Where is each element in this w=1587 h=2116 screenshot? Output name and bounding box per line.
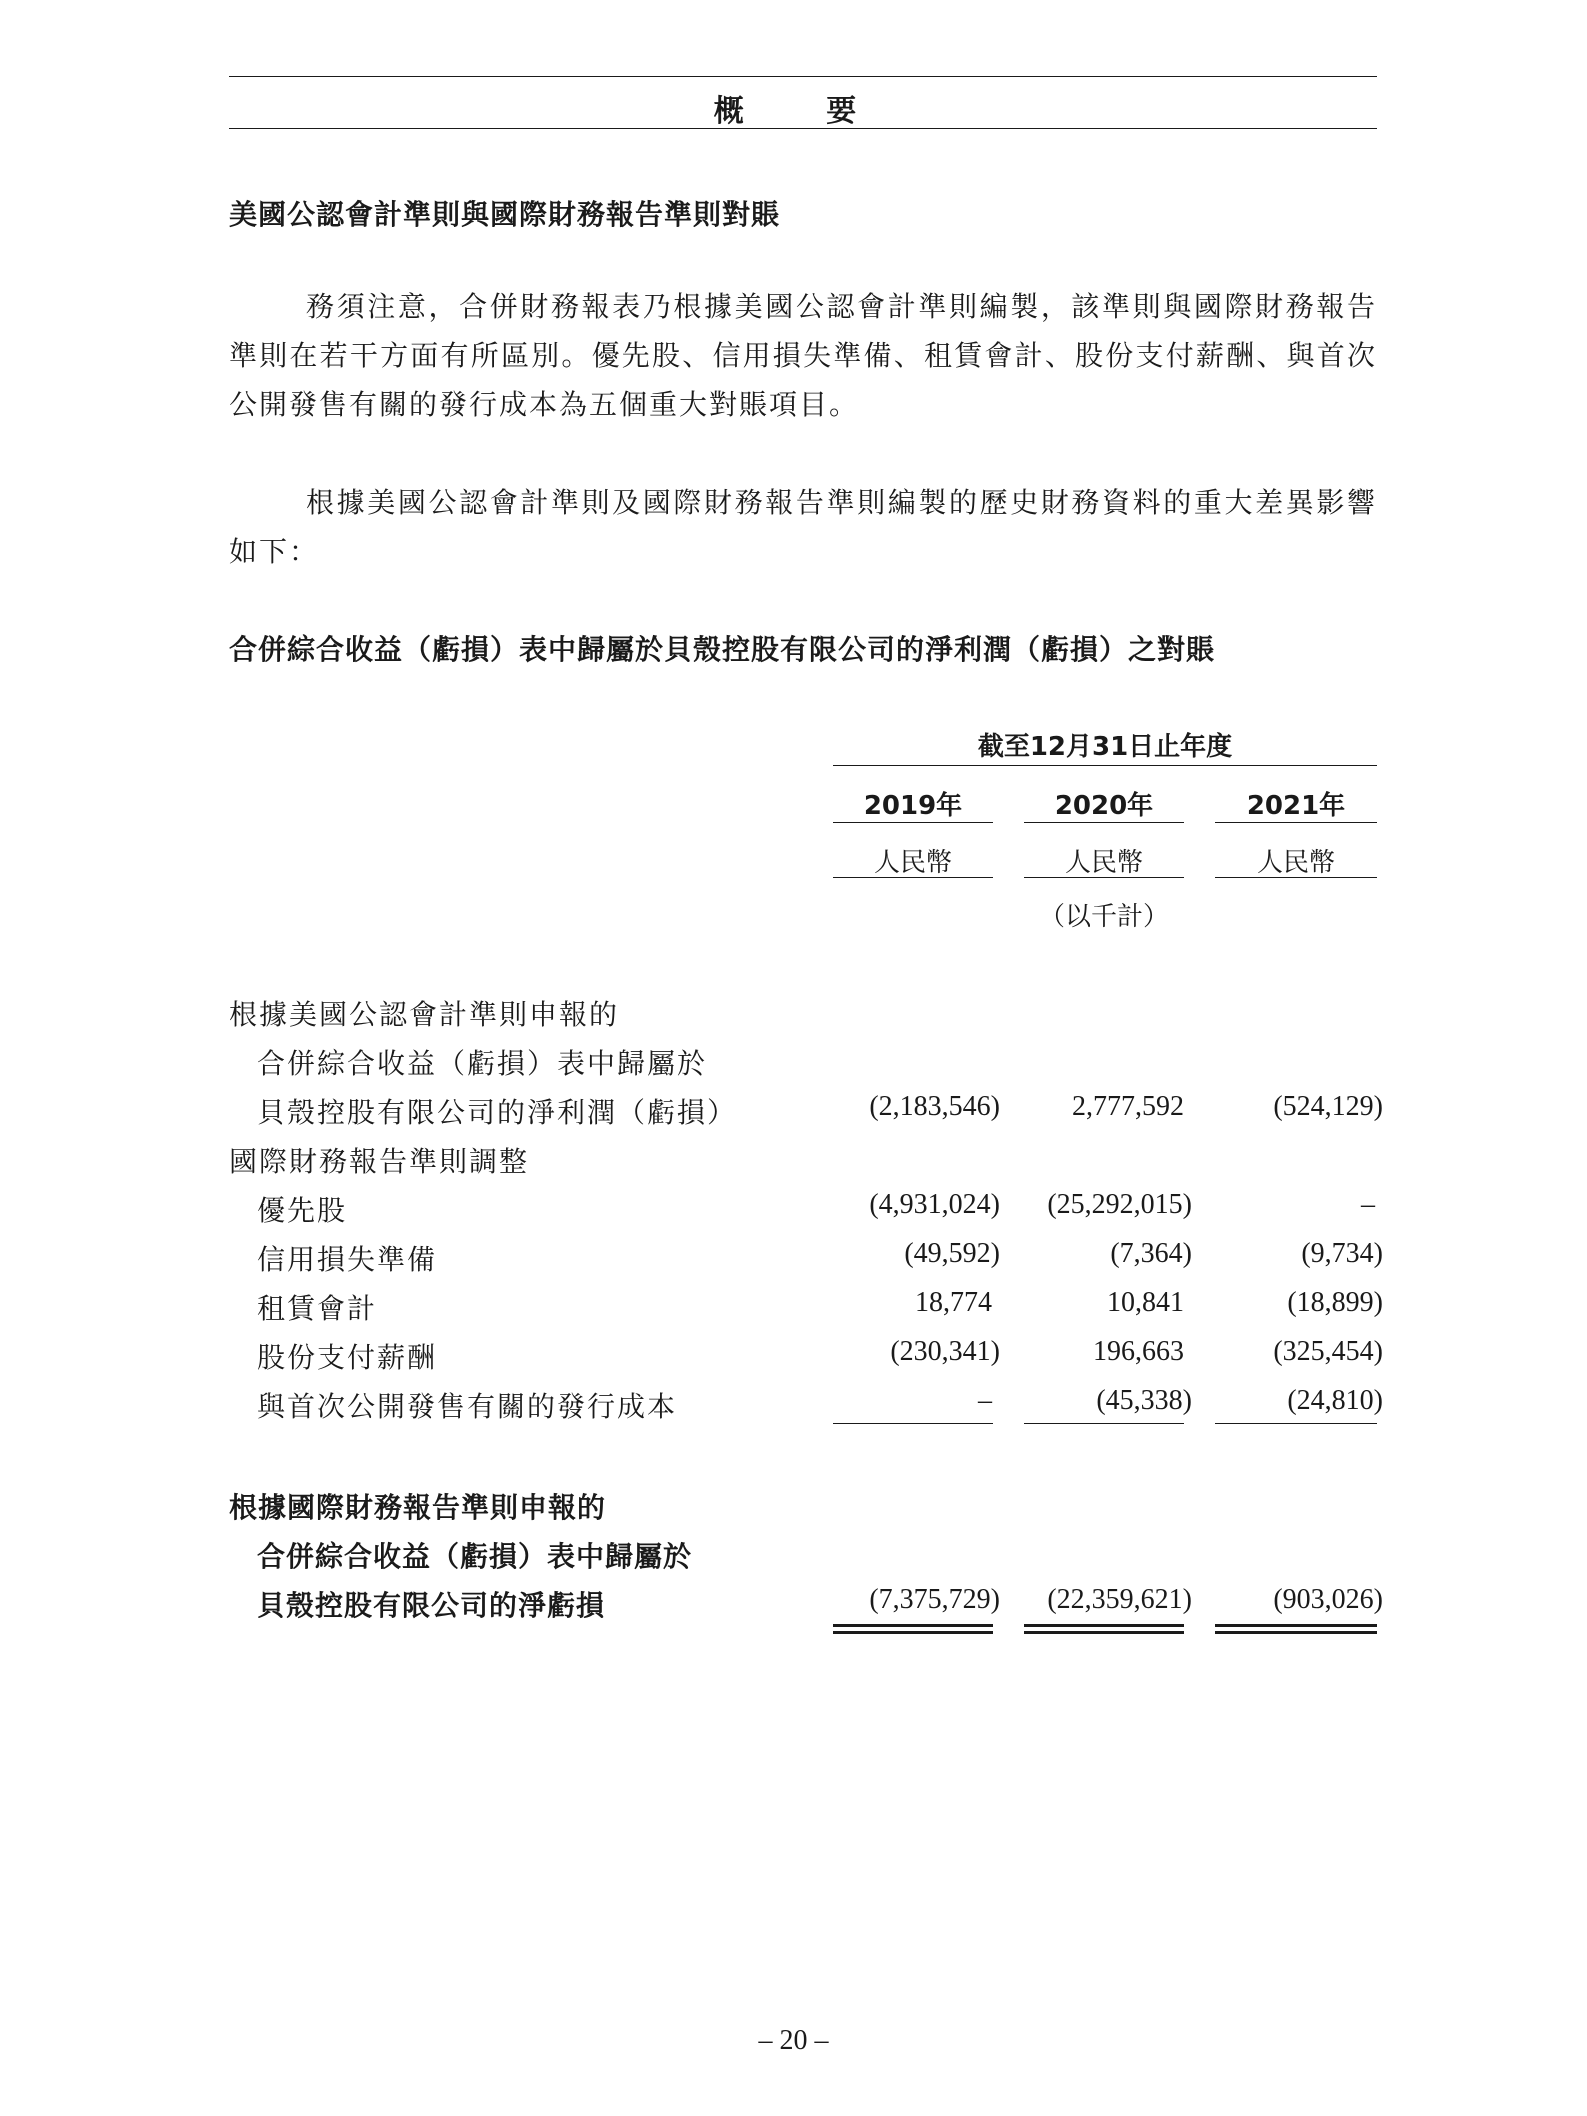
row-label-usgaap-2: 合併綜合收益（虧損）表中歸屬於 [257,1047,708,1080]
cell-preferred-2020: (25,292,015) [1047,1189,1192,1220]
cell-share-comp-2020: 196,663 [1093,1336,1184,1367]
total-double-rule-b-2019 [833,1631,993,1634]
year-rule-2020 [1024,822,1184,823]
year-rule-2021 [1215,822,1377,823]
cell-total-2021: (903,026) [1273,1584,1383,1615]
cell-lease-2020: 10,841 [1107,1287,1184,1318]
page-number: – 20 – [758,2025,829,2056]
cell-ipo-2019: – [978,1385,992,1416]
cell-share-comp-2021: (325,454) [1273,1336,1383,1367]
cell-preferred-2021: – [1361,1189,1375,1220]
year-header-2019: 2019年 [863,791,963,821]
header-bottom-rule [229,128,1377,129]
header-top-rule [229,76,1377,77]
row-label-credit-loss: 信用損失準備 [257,1243,438,1276]
row-label-ifrs-adjustments: 國際財務報告準則調整 [229,1145,530,1178]
total-label-2: 合併綜合收益（虧損）表中歸屬於 [257,1540,693,1573]
cell-total-2019: (7,375,729) [869,1584,1000,1615]
paragraph-2: 根據美國公認會計準則及國際財務報告準則編製的歷史財務資料的重大差異影響如下： [229,486,1377,568]
total-label-3: 貝殼控股有限公司的淨虧損 [257,1589,606,1622]
currency-rule-2021 [1215,877,1377,878]
total-double-rule-a-2019 [833,1624,993,1627]
cell-preferred-2019: (4,931,024) [869,1189,1000,1220]
period-header: 截至12月31日止年度 [977,732,1233,762]
page-header-title: 概 要 [713,94,893,129]
subtotal-rule-2020 [1024,1423,1184,1424]
subtotal-rule-2019 [833,1423,993,1424]
year-header-2021: 2021年 [1246,791,1346,821]
currency-2019: 人民幣 [873,848,952,878]
cell-usgaap-2019: (2,183,546) [869,1091,1000,1122]
total-double-rule-a-2020 [1024,1624,1184,1627]
cell-total-2020: (22,359,621) [1047,1584,1192,1615]
section-title: 美國公認會計準則與國際財務報告準則對賬 [229,198,781,231]
row-label-share-compensation: 股份支付薪酬 [257,1341,438,1374]
year-rule-2019 [833,822,993,823]
table-title: 合併綜合收益（虧損）表中歸屬於貝殼控股有限公司的淨利潤（虧損）之對賬 [229,633,1216,666]
total-double-rule-b-2021 [1215,1631,1377,1634]
cell-usgaap-2021: (524,129) [1273,1091,1383,1122]
row-label-usgaap-3: 貝殼控股有限公司的淨利潤（虧損） [257,1096,738,1129]
currency-rule-2019 [833,877,993,878]
cell-lease-2019: 18,774 [915,1287,992,1318]
cell-lease-2021: (18,899) [1287,1287,1383,1318]
cell-share-comp-2019: (230,341) [890,1336,1000,1367]
currency-2021: 人民幣 [1256,848,1335,878]
total-double-rule-b-2020 [1024,1631,1184,1634]
period-header-rule [833,765,1377,766]
currency-rule-2020 [1024,877,1184,878]
cell-credit-2020: (7,364) [1110,1238,1192,1269]
currency-2020: 人民幣 [1064,848,1143,878]
year-header-2020: 2020年 [1054,791,1154,821]
subtotal-rule-2021 [1215,1423,1377,1424]
total-double-rule-a-2021 [1215,1624,1377,1627]
row-label-lease-accounting: 租賃會計 [257,1292,378,1325]
row-label-usgaap-1: 根據美國公認會計準則申報的 [229,998,620,1031]
unit-label: （以千計） [1038,902,1169,932]
cell-usgaap-2020: 2,777,592 [1072,1091,1184,1122]
cell-credit-2019: (49,592) [904,1238,1000,1269]
row-label-ipo-costs: 與首次公開發售有關的發行成本 [257,1390,678,1423]
cell-ipo-2020: (45,338) [1096,1385,1192,1416]
cell-ipo-2021: (24,810) [1287,1385,1383,1416]
row-label-preferred-shares: 優先股 [257,1194,348,1227]
total-label-1: 根據國際財務報告準則申報的 [229,1491,607,1524]
cell-credit-2021: (9,734) [1301,1238,1383,1269]
paragraph-1: 務須注意，合併財務報表乃根據美國公認會計準則編製，該準則與國際財務報告準則在若干方面有所區別。優先股、信用損失準備、租賃會計、股份支付薪酬、與首次公開發售有關的發行成本為五個重大對賬項目。 [229,290,1377,421]
